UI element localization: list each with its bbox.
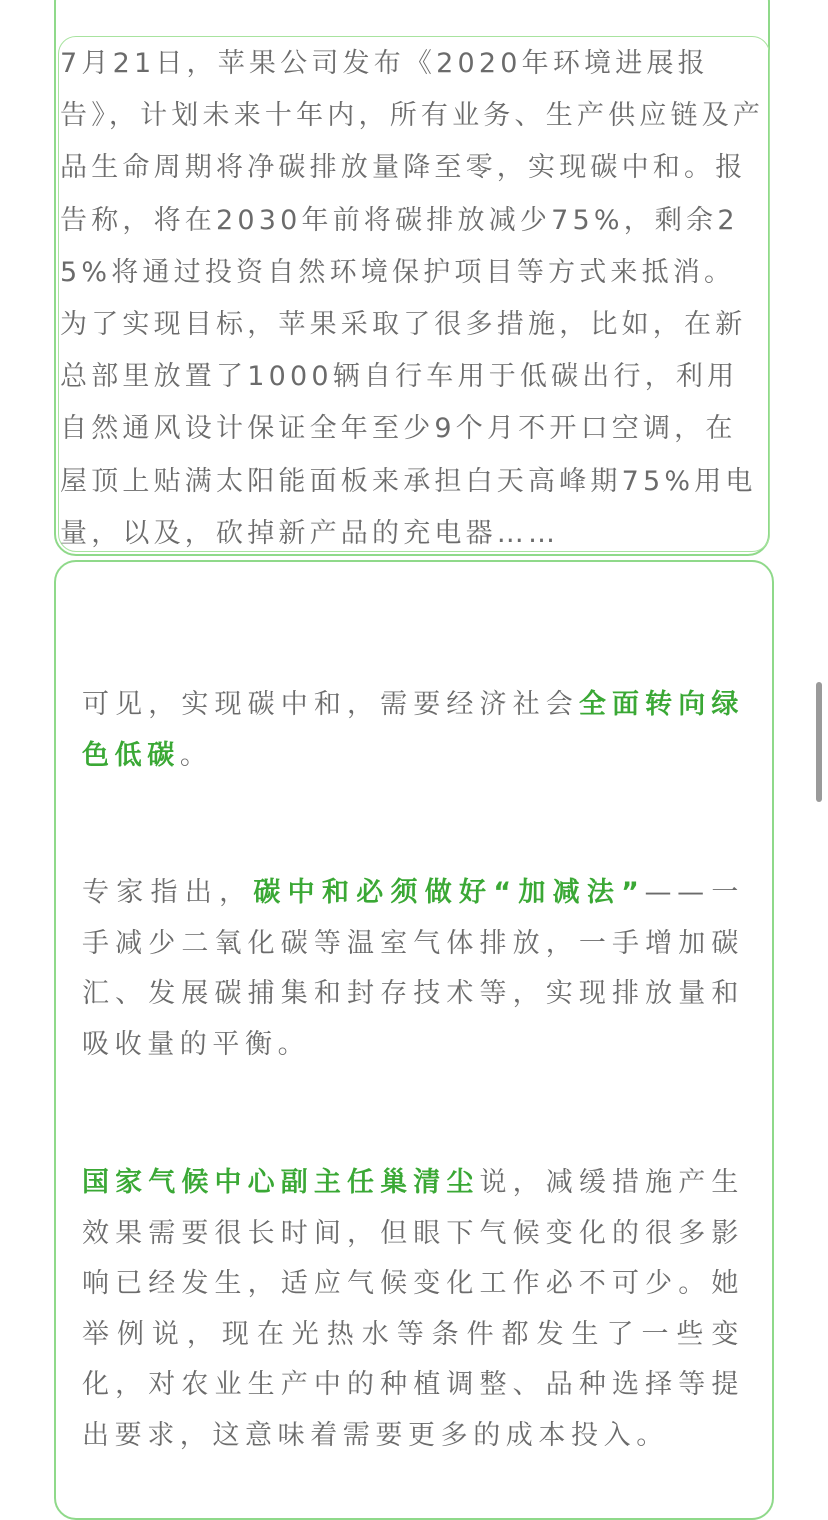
highlight-text: 全面转向绿色低碳 xyxy=(82,689,745,771)
paragraph-text: 。 xyxy=(179,739,213,771)
quote-text: 7月21日，苹果公司发布《2020年环境进展报告》，计划未来十年内，所有业务、生产供应链及产品生命周期将净碳排放量降至零，实现碳中和。报告称，将在2030年前将碳排放减少75%，剩余25%将通过投资自然环境保护项目等方式来抵消。为了实现目标，苹果采取了很多措施，比如，在新总部里放置了1000辆自行车用于低碳出行，利用自然通风设计保证全年至少9个月不开口空调，在屋顶上贴满太阳能面板来承担白天高峰期75%用电量，以及，砍掉新产品的充电器…… xyxy=(60,48,765,549)
scrollbar-thumb[interactable] xyxy=(816,682,822,802)
paragraph-expert xyxy=(82,868,744,1070)
paragraph-green-transition xyxy=(82,680,744,781)
paragraph-climate-center xyxy=(82,1158,744,1461)
paragraph-text: ——一手减少二氧化碳等温室气体排放，一手增加碳汇、发展碳捕集和封存技术等，实现排放量和吸收量的平衡。 xyxy=(82,877,744,1060)
highlight-text: 碳中和必须做好“加减法” xyxy=(253,877,645,908)
highlight-text: 国家气候中心副主任巢清尘 xyxy=(82,1167,480,1198)
paragraph-text: 可见，实现碳中和，需要经济社会 xyxy=(82,689,579,720)
paragraph-text: 专家指出， xyxy=(82,877,254,908)
paragraph-text: 说，减缓措施产生效果需要很长时间，但眼下气候变化的很多影响已经发生，适应气候变化工作必不可少。她举例说，现在光热水等条件都发生了一些变化，对农业生产中的种植调整、品种选择等提出要求，这意味着需要更多的成本投入。 xyxy=(82,1167,744,1451)
